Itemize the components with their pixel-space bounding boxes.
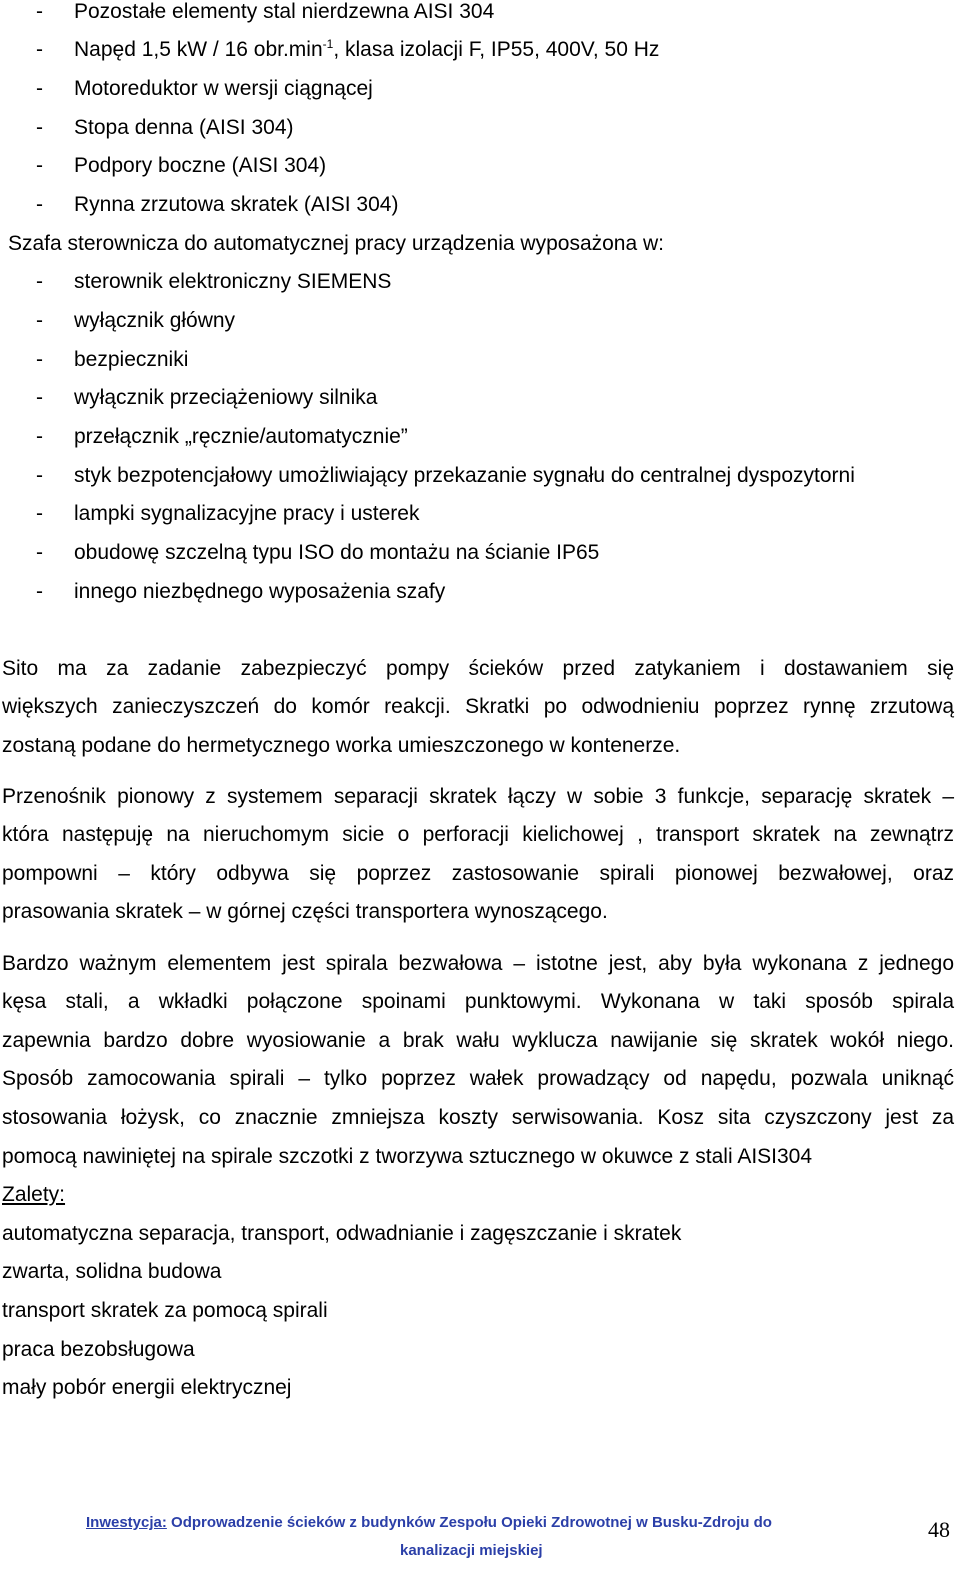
paragraph-line: która następuję na nieruchomym sicie o perforacji kielichowej , transport skratek na zewnątrz (2, 823, 954, 846)
advantage-item: zwarta, solidna budowa (2, 1260, 222, 1283)
paragraph-line: większych zanieczyszczeń do komór reakcji. Skratki po odwodnieniu poprzez rynnę zrzutową (2, 695, 954, 718)
advantage-item: automatyczna separacja, transport, odwadnianie i zagęszczanie i skratek (2, 1222, 682, 1245)
list-item-text: Stopa denna (AISI 304) (74, 116, 294, 139)
paragraph-line: Przenośnik pionowy z systemem separacji skratek łączy w sobie 3 funkcje, separację skratek – (2, 785, 954, 808)
list-dash: - (36, 116, 43, 139)
list-item-text: innego niezbędnego wyposażenia szafy (74, 580, 446, 603)
paragraph-line: prasowania skratek – w górnej części transportera wynoszącego. (2, 900, 608, 923)
list-item-text: lampki sygnalizacyjne pracy i usterek (74, 502, 420, 525)
list-item-text: bezpieczniki (74, 348, 189, 371)
list-dash: - (36, 77, 43, 100)
list-dash: - (36, 309, 43, 332)
list-dash: - (36, 541, 43, 564)
list-item-text: Motoreduktor w wersji ciągnącej (74, 77, 373, 100)
list-item-text: Pozostałe elementy stal nierdzewna AISI 304 (74, 0, 495, 23)
advantage-item: praca bezobsługowa (2, 1338, 195, 1361)
footer-label: Inwestycja: (86, 1514, 167, 1531)
advantages-heading: Zalety: (2, 1183, 66, 1206)
superscript: -1 (322, 37, 334, 51)
advantage-item: transport skratek za pomocą spirali (2, 1299, 328, 1322)
footer-line (86, 1514, 772, 1531)
list-dash: - (36, 425, 43, 448)
list-item-text: sterownik elektroniczny SIEMENS (74, 270, 392, 293)
list-item-text: Rynna zrzutowa skratek (AISI 304) (74, 193, 399, 216)
drive-spec: Napęd 1,5 kW / 16 obr.min (74, 38, 323, 61)
list-dash: - (36, 348, 43, 371)
footer-line-2: kanalizacji miejskiej (400, 1542, 543, 1559)
list-dash: - (36, 193, 43, 216)
list-dash: - (36, 0, 43, 23)
paragraph-line: Bardzo ważnym elementem jest spirala bezwałowa – istotne jest, aby była wykonana z jednego (2, 952, 954, 975)
list-dash: - (36, 154, 43, 177)
list-item-text: styk bezpotencjałowy umożliwiający przekazanie sygnału do centralnej dyspozytorni (74, 464, 855, 487)
paragraph-line: pompowni – który odbywa się poprzez zastosowanie spirali pionowej bezwałowej, oraz (2, 862, 954, 885)
list-item-text: przełącznik „ręcznie/automatycznie” (74, 425, 408, 448)
list-dash: - (36, 464, 43, 487)
list-dash: - (36, 502, 43, 525)
list-item-text: wyłącznik przeciążeniowy silnika (74, 386, 378, 409)
list-dash: - (36, 270, 43, 293)
list-item-text: obudowę szczelną typu ISO do montażu na ścianie IP65 (74, 541, 600, 564)
list-item-text (74, 38, 659, 62)
drive-spec-rest: , klasa izolacji F, IP55, 400V, 50 Hz (333, 38, 660, 61)
paragraph-line: Sito ma za zadanie zabezpieczyć pompy ścieków przed zatykaniem i dostawaniem się (2, 657, 954, 680)
paragraph-line: zapewnia bardzo dobre wyosiowanie a brak wału wyklucza nawijanie się skratek wokół niego. (2, 1029, 954, 1052)
list-item-text: Podpory boczne (AISI 304) (74, 154, 327, 177)
list-dash: - (36, 580, 43, 603)
page-number: 48 (928, 1517, 950, 1542)
paragraph-line: pomocą nawiniętej na spirale szczotki z tworzywa sztucznego w okuwce z stali AISI304 (2, 1145, 813, 1168)
paragraph-line: Sposób zamocowania spirali – tylko poprzez wałek prowadzący od napędu, pozwala uniknąć (2, 1067, 954, 1090)
list-item-text: wyłącznik główny (74, 309, 236, 332)
cabinet-heading: Szafa sterownicza do automatycznej pracy urządzenia wyposażona w: (8, 232, 665, 255)
paragraph-line: kęsa stali, a wkładki połączone spoinami punktowymi. Wykonana w taki sposób spirala (2, 990, 954, 1013)
list-dash: - (36, 386, 43, 409)
paragraph-line: zostaną podane do hermetycznego worka umieszczonego w kontenerze. (2, 734, 681, 757)
advantage-item: mały pobór energii elektrycznej (2, 1376, 292, 1399)
paragraph-line: stosowania łożysk, co znacznie zmniejsza koszty serwisowania. Kosz sita czyszczony jest za (2, 1106, 954, 1129)
list-dash: - (36, 38, 43, 61)
footer-title: Odprowadzenie ścieków z budynków Zespołu Opieki Zdrowotnej w Busku-Zdroju do (171, 1514, 772, 1531)
